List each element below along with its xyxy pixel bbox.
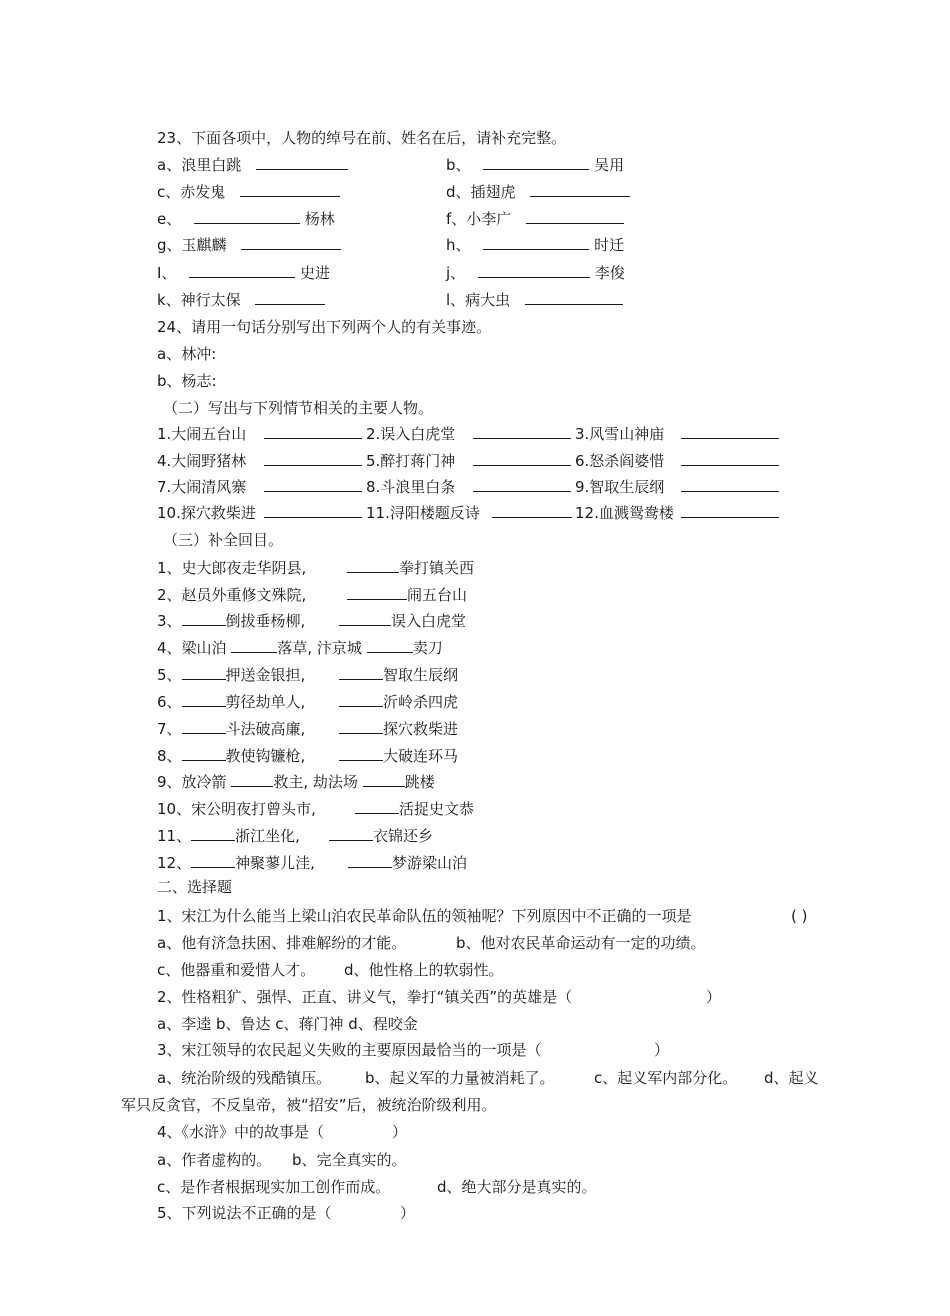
answer-blank[interactable] (231, 638, 277, 653)
chapter-text: 9、放冷箭 (157, 773, 227, 791)
q23-item-e-label: e、 (157, 210, 182, 228)
answer-blank-row2-col2[interactable] (473, 451, 571, 471)
chapter-line-10-second (355, 799, 474, 819)
mc-question-4: 4、《水浒》中的故事是（ (157, 1123, 325, 1141)
chapter-text: 浙江坐化, (235, 827, 300, 845)
chapter-text: 10、宋公明夜打曾头市, (157, 800, 316, 818)
chapter-text: 3、 (157, 612, 182, 630)
answer-blank[interactable] (339, 719, 383, 734)
plot-item-label: 7.大闹清风寨 (157, 478, 247, 496)
mc-q1-option-c: c、他器重和爱惜人才。 (157, 961, 316, 979)
q23-item-a-label: a、浪里白跳 (157, 156, 242, 174)
answer-blank-row4-col2[interactable] (492, 503, 572, 523)
chapter-text: 倒拔垂杨柳, (225, 612, 306, 630)
q23-item-j-name: 李俊 (594, 264, 625, 282)
plot-item-1 (157, 424, 246, 444)
plot-item-2 (366, 424, 455, 444)
answer-blank[interactable] (189, 263, 295, 278)
q23-item-b-name: 吴用 (594, 156, 625, 174)
chapter-text: 大破连环马 (383, 747, 459, 765)
mc-q3-option-b: b、起义军的力量被消耗了。 (365, 1069, 555, 1087)
chapter-text: 剪径劫单人, (225, 693, 306, 711)
answer-blank[interactable] (182, 692, 226, 707)
q23-item-k-label: k、神行太保 (157, 291, 241, 309)
mc-question-1: 1、宋江为什么能当上梁山泊农民革命队伍的领袖呢？下列原因中不正确的一项是 (157, 907, 692, 925)
chapter-line-8-second (339, 746, 458, 766)
q23-item-h-label: h、 (446, 236, 471, 254)
answer-blank-row3-col3[interactable] (681, 477, 779, 497)
answer-blank[interactable] (483, 155, 589, 170)
answer-blank[interactable] (347, 558, 399, 573)
answer-blank[interactable] (339, 746, 383, 761)
plot-item-label: 2.误入白虎堂 (366, 425, 456, 443)
mc-question-4-close-paren[interactable]: ） (392, 1123, 408, 1141)
chapter-line-1 (157, 558, 306, 578)
chapter-text: 2、赵员外重修文殊院, (157, 586, 307, 604)
answer-blank[interactable] (367, 638, 413, 653)
mc-q3-option-d-continued: 军只反贪官，不反皇帝，被“招安”后，被统治阶级利用。 (121, 1096, 497, 1114)
answer-blank[interactable] (182, 719, 226, 734)
answer-blank[interactable] (182, 746, 226, 761)
answer-blank-row3-col2[interactable] (473, 477, 571, 497)
answer-blank[interactable] (182, 611, 226, 626)
chapter-text: 拳打镇关西 (399, 559, 475, 577)
chapter-text: 智取生辰纲 (383, 666, 459, 684)
q23-item-g-label: g、玉麒麟 (157, 236, 227, 254)
q23-item-d (446, 182, 630, 202)
chapter-line-10 (157, 799, 316, 819)
answer-blank[interactable] (530, 182, 630, 197)
chapter-line-11 (157, 826, 300, 846)
question-23-title: 23、下面各项中，人物的绰号在前、姓名在后，请补充完整。 (157, 129, 567, 147)
chapter-line-7-second (339, 719, 458, 739)
mc-question-2-close-paren[interactable]: ） (706, 988, 722, 1006)
mc-q3-option-c: c、起义军内部分化。 (594, 1069, 738, 1087)
answer-blank[interactable] (347, 585, 407, 600)
chapter-text: 1、史大郎夜走华阴县, (157, 559, 307, 577)
answer-blank[interactable] (241, 235, 341, 250)
mc-q4-option-a: a、作者虚构的。 (157, 1151, 272, 1169)
mc-q3-option-a: a、统治阶级的残酷镇压。 (157, 1069, 332, 1087)
plot-item-4 (157, 451, 246, 471)
answer-blank[interactable] (231, 772, 273, 787)
answer-blank[interactable] (240, 182, 340, 197)
answer-blank-row3-col1[interactable] (264, 477, 362, 497)
section-3-title: （三）补全回目。 (163, 531, 284, 549)
answer-blank[interactable] (194, 209, 300, 224)
answer-blank[interactable] (191, 853, 235, 868)
chapter-text: 5、 (157, 666, 182, 684)
q23-item-j (446, 263, 625, 283)
q23-item-l-label: l、病大虫 (446, 291, 511, 309)
mc-q2-options: a、李逵 b、鲁达 c、蒋门神 d、程咬金 (157, 1015, 418, 1033)
plot-item-label: 10.探穴救柴进 (157, 504, 256, 522)
answer-blank[interactable] (329, 826, 373, 841)
answer-blank[interactable] (256, 155, 348, 170)
plot-item-9 (575, 477, 664, 497)
chapter-line-2 (157, 585, 306, 605)
chapter-text: 11、 (157, 827, 192, 845)
answer-blank[interactable] (363, 772, 405, 787)
q23-item-f-label: f、小李广 (446, 210, 512, 228)
q23-item-f (446, 209, 624, 229)
q23-item-i-label: I、 (157, 264, 177, 282)
plot-item-label: 12.血溅鸳鸯楼 (575, 504, 674, 522)
chapter-line-1-second (347, 558, 474, 578)
chapter-text: 救主, (273, 773, 309, 791)
q23-item-e (157, 209, 335, 229)
answer-blank-row4-col3[interactable] (681, 503, 779, 523)
answer-blank[interactable] (483, 235, 589, 250)
plot-item-11 (366, 503, 480, 523)
plot-item-12 (575, 503, 674, 523)
plot-item-label: 4.大闹野猪林 (157, 452, 247, 470)
plot-item-label: 6.怒杀阎婆惜 (575, 452, 665, 470)
chapter-text: 押送金银担, (225, 666, 306, 684)
chapter-text: 衣锦还乡 (373, 827, 434, 845)
mc-q1-option-d: d、他性格上的软弱性。 (344, 961, 504, 979)
chapter-text: 12、 (157, 854, 192, 872)
answer-blank-row1-col2[interactable] (473, 424, 571, 444)
chapter-line-12 (157, 853, 315, 873)
plot-item-10 (157, 503, 256, 523)
chapter-line-9 (157, 772, 435, 792)
answer-blank-row1-col1[interactable] (264, 424, 362, 444)
chapter-text: 跳楼 (404, 773, 435, 791)
mc-q4-option-b: b、完全真实的。 (292, 1151, 407, 1169)
chapter-text: 梦游梁山泊 (392, 854, 468, 872)
mc-q3-option-d-start: d、起义 (764, 1069, 819, 1087)
plot-item-3 (575, 424, 664, 444)
chapter-line-3 (157, 611, 305, 631)
mc-question-3: 3、宋江领导的农民起义失败的主要原因最恰当的一项是（ (157, 1041, 542, 1059)
chapter-text: 沂岭杀四虎 (383, 693, 459, 711)
q23-item-i (157, 263, 330, 283)
chapter-text: 神聚蓼儿洼, (235, 854, 315, 872)
q23-item-k (157, 290, 325, 310)
chapter-line-5 (157, 665, 305, 685)
q23-item-c-label: c、赤发鬼 (157, 183, 226, 201)
plot-item-5 (366, 451, 455, 471)
answer-blank[interactable] (339, 611, 391, 626)
answer-blank[interactable] (339, 665, 383, 680)
chapter-text: 卖刀 (412, 639, 443, 657)
chapter-text: 活捉史文恭 (399, 800, 475, 818)
chapter-line-7 (157, 719, 305, 739)
chapter-line-4 (157, 638, 443, 658)
answer-blank[interactable] (191, 826, 235, 841)
chapter-text: 6、 (157, 693, 182, 711)
answer-blank-row4-col1[interactable] (264, 503, 362, 523)
chapter-line-8 (157, 746, 305, 766)
chapter-line-5-second (339, 665, 458, 685)
plot-item-label: 8.斗浪里白条 (366, 478, 456, 496)
chapter-text: 8、 (157, 747, 182, 765)
mc-question-3-close-paren[interactable]: ） (654, 1041, 670, 1059)
plot-item-7 (157, 477, 246, 497)
q23-item-i-name: 史进 (300, 264, 331, 282)
chapter-text: 教使钩镰枪, (225, 747, 306, 765)
q23-item-a (157, 155, 348, 175)
answer-blank-row2-col3[interactable] (681, 451, 779, 471)
part-2-title: 二、选择题 (157, 878, 233, 896)
q23-item-j-label: j、 (446, 264, 466, 282)
q23-item-b (446, 155, 624, 175)
answer-blank[interactable] (525, 290, 623, 305)
mc-q4-option-d: d、绝大部分是真实的。 (437, 1178, 597, 1196)
q23-item-e-name: 杨林 (304, 210, 335, 228)
plot-item-6 (575, 451, 664, 471)
mc-q4-option-c: c、是作者根据现实加工创作而成。 (157, 1178, 391, 1196)
q24-item-b: b、杨志: (157, 372, 217, 390)
q23-item-h-name: 时迁 (594, 236, 625, 254)
chapter-text: 劫法场 (312, 773, 358, 791)
q23-item-b-label: b、 (446, 156, 471, 174)
answer-blank[interactable] (255, 290, 325, 305)
question-24-title: 24、请用一句话分别写出下列两个人的有关事迹。 (157, 318, 492, 336)
answer-blank-row2-col1[interactable] (264, 451, 362, 471)
answer-blank[interactable] (339, 692, 383, 707)
chapter-text: 闹五台山 (407, 586, 468, 604)
answer-blank-row1-col3[interactable] (681, 424, 779, 444)
plot-item-8 (366, 477, 455, 497)
answer-blank[interactable] (348, 853, 392, 868)
mc-question-5: 5、下列说法不正确的是（ (157, 1204, 332, 1222)
answer-blank[interactable] (526, 209, 624, 224)
chapter-line-6-second (339, 692, 458, 712)
chapter-line-12-second (348, 853, 467, 873)
chapter-line-11-second (329, 826, 433, 846)
q23-item-h (446, 235, 624, 255)
chapter-text: 探穴救柴进 (383, 720, 459, 738)
mc-q1-option-a: a、他有济急扶困、排难解纷的才能。 (157, 934, 407, 952)
answer-blank[interactable] (182, 665, 226, 680)
mc-question-1-answer-paren[interactable]: ( ) (791, 907, 808, 925)
chapter-text: 汴京城 (316, 639, 362, 657)
chapter-text: 误入白虎堂 (391, 612, 467, 630)
q23-item-c (157, 182, 340, 202)
mc-question-2: 2、性格粗犷、强悍、正直、讲义气，拳打“镇关西”的英雄是（ (157, 988, 573, 1006)
q23-item-l (446, 290, 623, 310)
plot-item-label: 9.智取生辰纲 (575, 478, 665, 496)
chapter-text: 落草, (277, 639, 313, 657)
chapter-line-3-second (339, 611, 466, 631)
plot-item-label: 5.醉打蒋门神 (366, 452, 456, 470)
section-2-title: （二）写出与下列情节相关的主要人物。 (163, 399, 434, 417)
plot-item-label: 1.大闹五台山 (157, 425, 247, 443)
chapter-text: 4、梁山泊 (157, 639, 227, 657)
chapter-line-6 (157, 692, 305, 712)
chapter-text: 斗法破高廉, (225, 720, 306, 738)
plot-item-label: 3.风雪山神庙 (575, 425, 665, 443)
answer-blank[interactable] (478, 263, 590, 278)
chapter-line-2-second (347, 585, 467, 605)
q24-item-a: a、林冲: (157, 345, 217, 363)
plot-item-label: 11.浔阳楼题反诗 (366, 504, 480, 522)
q23-item-d-label: d、插翅虎 (446, 183, 516, 201)
mc-question-5-close-paren[interactable]: ） (400, 1204, 416, 1222)
chapter-text: 7、 (157, 720, 182, 738)
answer-blank[interactable] (355, 799, 399, 814)
q23-item-g (157, 235, 341, 255)
mc-q1-option-b: b、他对农民革命运动有一定的功绩。 (456, 934, 706, 952)
